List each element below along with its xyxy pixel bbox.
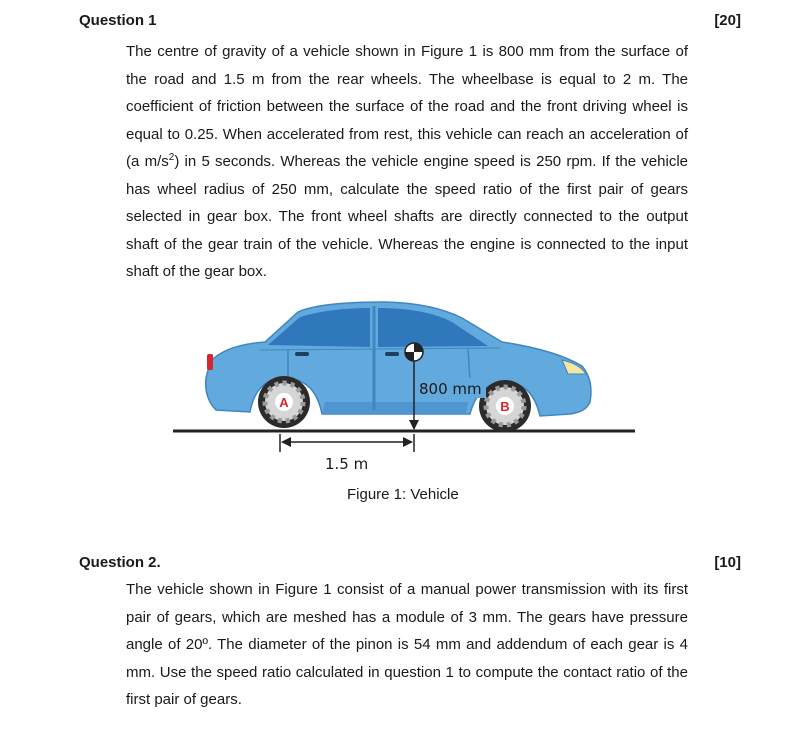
question-2-text: The vehicle shown in Figure 1 consist of a manual power transmission with its first pair of gears, which are meshed has a module of 3 mm. The gears have pressure angle of 20º. The diameter of the pinon is 54 mm and addendum of each gear is 4 mm. Use the speed ratio calculated in question 1 to compute the contact ratio of the first pair of gears. <box>126 581 688 708</box>
front-wheel-label: B <box>500 399 510 414</box>
vehicle-figure <box>170 290 640 480</box>
question-1-text-superscript: 2 <box>168 152 175 163</box>
question-2-marks: [10] <box>714 554 741 571</box>
figure-caption: Figure 1: Vehicle <box>347 486 459 503</box>
question-1-title: Question 1 <box>79 12 157 29</box>
car-skirt <box>322 402 468 414</box>
rear-door-handle <box>295 352 309 356</box>
question-1-text-part1: The centre of gravity of a vehicle shown in Figure 1 is 800 mm from the surface of the road and 1.5 m from the rear wheels. The wheelbase is equal to 2 m. The coefficient of friction between the surface of the road and the front driving wheel is equal to 0.25. When accelerated from rest, this vehicle can reach an acceleration of (a m/s <box>126 43 688 170</box>
question-1-text-part2: ) in 5 seconds. Whereas the vehicle engine speed is 250 rpm. If the vehicle has wheel radius of 250 mm, calculate the speed ratio of the first pair of gears selected in gear box. The front wheel shafts are directly connected to the output shaft of the gear train of the vehicle. Whereas the engine is connected to the input shaft of the gear box. <box>126 153 688 280</box>
question-2-title: Question 2. <box>79 554 161 571</box>
question-1-marks: [20] <box>714 12 741 29</box>
distance-arrow-right <box>403 437 413 447</box>
distance-label: 1.5 m <box>325 455 369 473</box>
distance-arrow-left <box>281 437 291 447</box>
front-door-handle <box>385 352 399 356</box>
tail-light <box>207 354 213 370</box>
height-label: 800 mm <box>419 380 482 398</box>
centre-of-gravity-marker <box>405 343 423 361</box>
height-dimension-arrow <box>409 420 419 430</box>
question-1-text <box>126 38 688 286</box>
rear-wheel-label: A <box>279 395 289 410</box>
